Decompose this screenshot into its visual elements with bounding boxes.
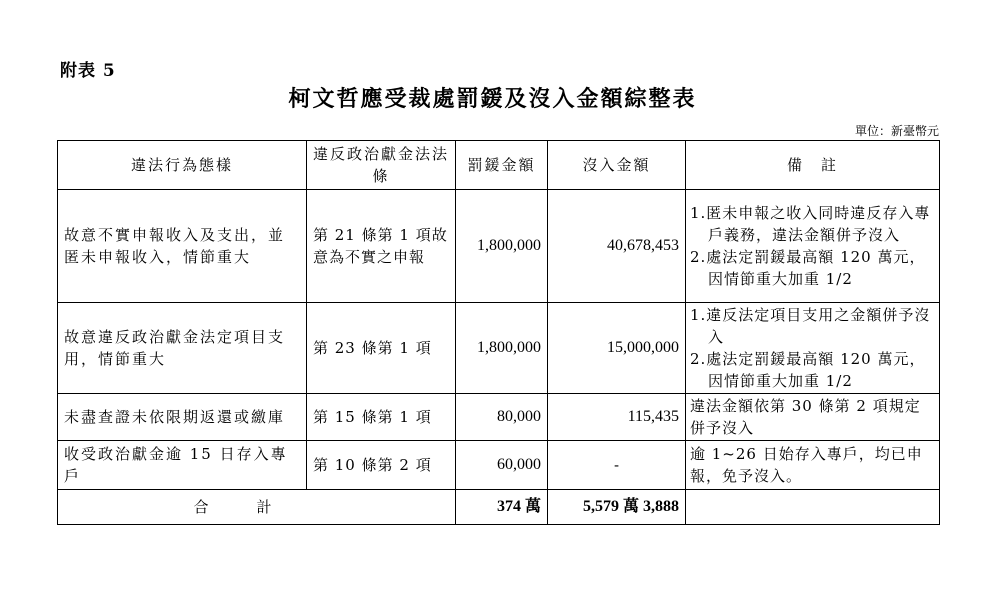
column-header-law: 違反政治獻金法法條 [307,141,456,190]
table-header-row [58,141,940,190]
total-notes-cell [686,490,940,525]
notes-cell: 違法金額依第 30 條第 2 項規定併予沒入 [686,394,940,441]
fine-cell: 80,000 [456,394,548,441]
total-confiscation: 5,579 萬 3,888 [548,490,686,525]
note-item: 2.處法定罰鍰最高額 120 萬元，因情節重大加重 1/2 [690,248,926,288]
fine-cell: 1,800,000 [456,190,548,303]
violation-cell: 故意不實申報收入及支出，並匿未申報收入，情節重大 [58,190,307,303]
total-fine: 374 萬 [456,490,548,525]
violation-cell: 未盡查證未依限期返還或繳庫 [58,394,307,441]
penalty-summary-table [57,140,940,525]
notes-cell [686,303,940,394]
notes-cell [686,190,940,303]
appendix-label: 附表 5 [60,61,116,81]
confiscation-cell: - [548,441,686,490]
confiscation-cell: 40,678,453 [548,190,686,303]
note-item: 2.處法定罰鍰最高額 120 萬元，因情節重大加重 1/2 [690,350,926,390]
total-row [58,490,940,525]
law-cell: 第 23 條第 1 項 [307,303,456,394]
law-cell: 第 15 條第 1 項 [307,394,456,441]
table-row [58,394,940,441]
table-row [58,441,940,490]
table-row [58,303,940,394]
page-title: 柯文哲應受裁處罰鍰及沒入金額綜整表 [288,86,697,112]
violation-cell: 故意違反政治獻金法定項目支用，情節重大 [58,303,307,394]
note-item: 1.匿未申報之收入同時違反存入專戶義務，違法金額併予沒入 [690,204,931,244]
column-header-notes: 備 註 [686,141,940,190]
total-label: 合計 [58,490,456,525]
unit-label: 單位：新臺幣元 [854,124,939,138]
notes-cell: 逾 1~26 日始存入專戶，均已申報，免予沒入。 [686,441,940,490]
law-cell: 第 21 條第 1 項故意為不實之申報 [307,190,456,303]
table-row [58,190,940,303]
column-header-fine: 罰鍰金額 [456,141,548,190]
column-header-violation: 違法行為態樣 [58,141,307,190]
confiscation-cell: 15,000,000 [548,303,686,394]
confiscation-cell: 115,435 [548,394,686,441]
fine-cell: 60,000 [456,441,548,490]
column-header-confiscation: 沒入金額 [548,141,686,190]
note-item: 1.違反法定項目支用之金額併予沒入 [690,306,931,346]
fine-cell: 1,800,000 [456,303,548,394]
law-cell: 第 10 條第 2 項 [307,441,456,490]
violation-cell: 收受政治獻金逾 15 日存入專戶 [58,441,307,490]
